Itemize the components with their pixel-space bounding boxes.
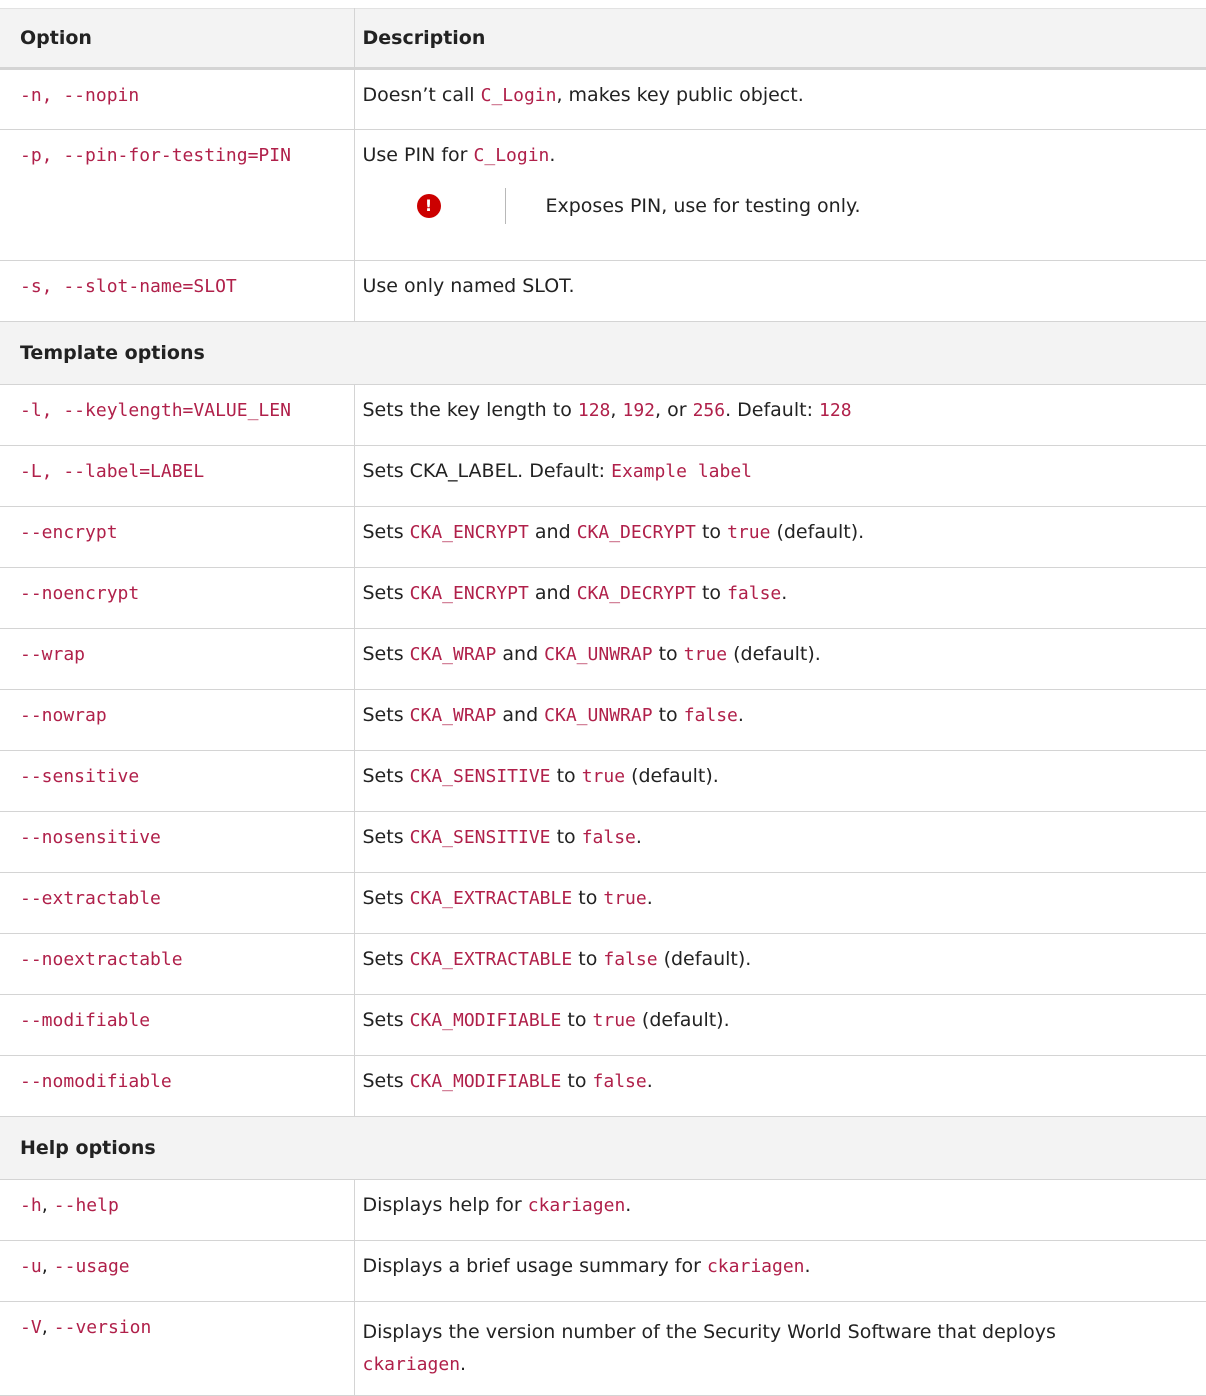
option-name: --modifiable bbox=[20, 1010, 151, 1031]
option-name: --sensitive bbox=[20, 766, 140, 787]
exclamation-circle-icon: ! bbox=[417, 194, 441, 218]
option-description: Use only named SLOT. bbox=[354, 261, 1206, 322]
option-name: --nowrap bbox=[20, 705, 107, 726]
table-row-version bbox=[0, 1302, 1206, 1396]
option-name: --extractable bbox=[20, 888, 161, 909]
option-description: Sets the key length to 128, 192, or 256. Default: 128 bbox=[354, 385, 1206, 446]
option-name: -p, --pin-for-testing=PIN bbox=[20, 145, 291, 166]
table-row-extractable bbox=[0, 873, 1206, 934]
option-name: -L, --label=LABEL bbox=[20, 461, 205, 482]
options-table-container bbox=[0, 8, 1206, 1396]
table-row-label bbox=[0, 446, 1206, 507]
option-description: Sets CKA_SENSITIVE to false. bbox=[354, 812, 1206, 873]
section-header-help bbox=[0, 1117, 1206, 1180]
table-row-nomodifiable bbox=[0, 1056, 1206, 1117]
option-description: Use PIN for C_Login. ! Exposes PIN, use for testing only. bbox=[354, 130, 1206, 261]
option-description: Sets CKA_ENCRYPT and CKA_DECRYPT to true (default). bbox=[354, 507, 1206, 568]
table-row-modifiable bbox=[0, 995, 1206, 1056]
option-description: Sets CKA_SENSITIVE to true (default). bbox=[354, 751, 1206, 812]
table-row-noextractable bbox=[0, 934, 1206, 995]
table-row-nopin bbox=[0, 69, 1206, 130]
option-description: Sets CKA_MODIFIABLE to false. bbox=[354, 1056, 1206, 1117]
note-divider bbox=[505, 188, 506, 224]
table-row-noencrypt bbox=[0, 568, 1206, 629]
table-row-encrypt bbox=[0, 507, 1206, 568]
option-name: --nomodifiable bbox=[20, 1071, 172, 1092]
option-description: Sets CKA_LABEL. Default: Example label bbox=[354, 446, 1206, 507]
option-description: Doesn’t call C_Login, makes key public object. bbox=[354, 69, 1206, 130]
section-header-template bbox=[0, 322, 1206, 385]
option-name: -n, --nopin bbox=[20, 85, 140, 106]
option-name: -V, --version bbox=[0, 1302, 354, 1396]
option-name: --encrypt bbox=[20, 522, 118, 543]
option-name: -h, --help bbox=[0, 1180, 354, 1241]
warning-text: Exposes PIN, use for testing only. bbox=[545, 195, 861, 217]
option-name: -s, --slot-name=SLOT bbox=[20, 276, 237, 297]
table-row-nosensitive bbox=[0, 812, 1206, 873]
option-description: Sets CKA_MODIFIABLE to true (default). bbox=[354, 995, 1206, 1056]
option-description: Sets CKA_WRAP and CKA_UNWRAP to true (default). bbox=[354, 629, 1206, 690]
section-title: Help options bbox=[0, 1117, 1206, 1180]
option-name: --wrap bbox=[20, 644, 86, 665]
table-row-nowrap bbox=[0, 690, 1206, 751]
column-header-option: Option bbox=[0, 9, 354, 69]
table-row-keylength bbox=[0, 385, 1206, 446]
option-description: Sets CKA_EXTRACTABLE to false (default). bbox=[354, 934, 1206, 995]
section-title: Template options bbox=[0, 322, 1206, 385]
table-row-slot bbox=[0, 261, 1206, 322]
table-row-usage bbox=[0, 1241, 1206, 1302]
option-description: Displays help for ckariagen. bbox=[354, 1180, 1206, 1241]
table-row-sensitive bbox=[0, 751, 1206, 812]
option-name: --noextractable bbox=[20, 949, 183, 970]
table-row-wrap bbox=[0, 629, 1206, 690]
option-description: Sets CKA_ENCRYPT and CKA_DECRYPT to false. bbox=[354, 568, 1206, 629]
option-description: Displays the version number of the Security World Software that deploys ckariagen. bbox=[354, 1302, 1206, 1396]
option-name: -l, --keylength=VALUE_LEN bbox=[20, 400, 291, 421]
option-name: -u, --usage bbox=[0, 1241, 354, 1302]
option-description: Displays a brief usage summary for ckariagen. bbox=[354, 1241, 1206, 1302]
option-name: --noencrypt bbox=[20, 583, 140, 604]
table-header-row bbox=[0, 9, 1206, 69]
table-row-pin bbox=[0, 130, 1206, 261]
options-table bbox=[0, 8, 1206, 1396]
column-header-description: Description bbox=[354, 9, 1206, 69]
option-description: Sets CKA_EXTRACTABLE to true. bbox=[354, 873, 1206, 934]
option-name: --nosensitive bbox=[20, 827, 161, 848]
option-description: Sets CKA_WRAP and CKA_UNWRAP to false. bbox=[354, 690, 1206, 751]
table-row-help bbox=[0, 1180, 1206, 1241]
warning-note bbox=[363, 176, 1191, 236]
